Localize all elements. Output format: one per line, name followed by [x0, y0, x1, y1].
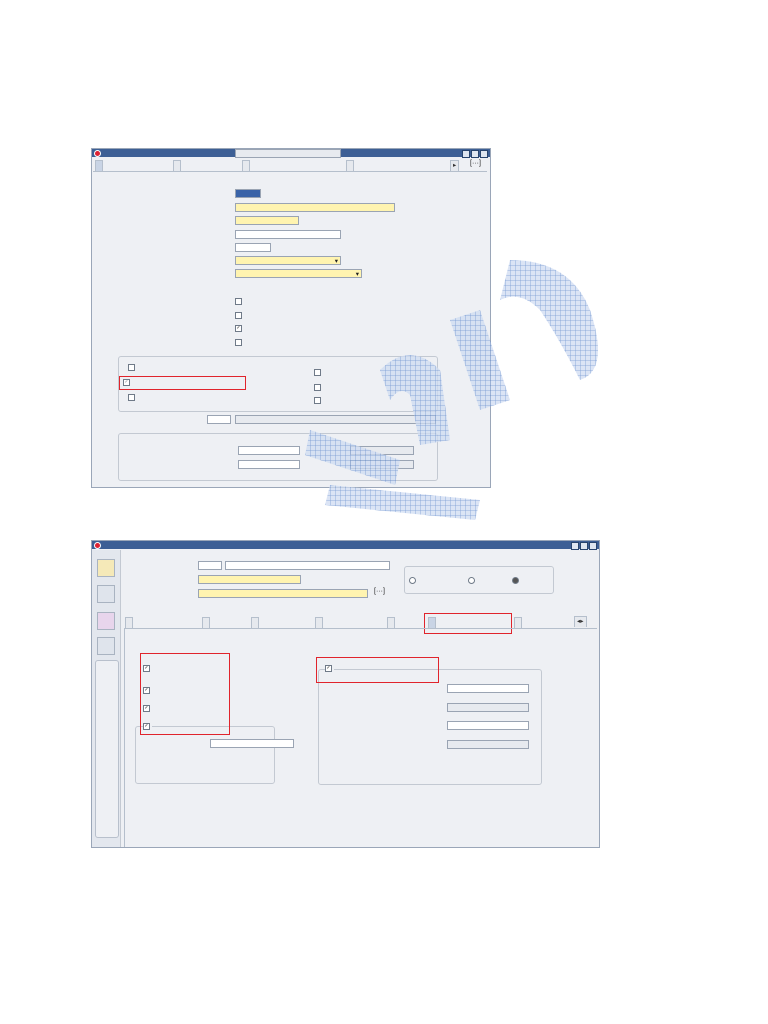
close-icon[interactable]	[480, 150, 488, 158]
auto-delete-allocations-checkbox[interactable]	[235, 339, 244, 346]
tab-invoicing[interactable]	[387, 617, 395, 628]
side-panel	[95, 660, 119, 838]
tab-list-icon[interactable]: [···]	[470, 160, 481, 167]
checkbox-box	[128, 364, 135, 371]
checkbox-box	[235, 339, 242, 346]
load-weight-field[interactable]	[238, 446, 300, 455]
chevron-down-icon[interactable]: ▾	[334, 258, 338, 265]
watermark-stroke	[325, 485, 480, 520]
display-all-radio[interactable]	[512, 577, 521, 584]
timeout-period-field[interactable]	[235, 243, 271, 252]
description-field[interactable]	[198, 589, 368, 598]
radio-icon	[468, 577, 475, 584]
demand-class-field[interactable]	[235, 230, 341, 239]
highlight-box	[140, 653, 230, 735]
timeout-action-select[interactable]	[235, 256, 341, 265]
tab-divider	[93, 171, 487, 172]
eam-org-code-field[interactable]	[207, 415, 231, 424]
manufacturing-partner-checkbox[interactable]	[128, 364, 137, 371]
tab-order-management[interactable]	[315, 617, 323, 628]
tab-content-border	[124, 629, 125, 847]
yield-locator-field[interactable]	[447, 740, 529, 749]
default-onhand-field[interactable]	[235, 149, 341, 158]
org-parameters-window	[91, 148, 491, 488]
master-item-window	[91, 540, 600, 848]
close-icon[interactable]	[589, 542, 597, 550]
check-icon: ✓	[124, 379, 129, 385]
radio-selected-icon	[512, 577, 519, 584]
window-controls	[570, 542, 597, 550]
tab-costing-information[interactable]	[173, 160, 181, 171]
display-master-radio[interactable]	[409, 577, 418, 584]
check-icon: ✓	[144, 705, 149, 711]
capacity-group	[118, 433, 438, 481]
maximize-icon[interactable]	[580, 542, 588, 550]
cas-number-field[interactable]	[210, 739, 294, 748]
master-item-titlebar	[92, 541, 599, 549]
eam-org-name-field[interactable]	[235, 415, 436, 424]
allow-negative-balances-checkbox[interactable]	[235, 325, 244, 332]
description-list-icon[interactable]: [···]	[374, 588, 385, 595]
check-icon: ✓	[144, 723, 149, 729]
check-icon: ✓	[144, 687, 149, 693]
tab-lead-times[interactable]	[202, 617, 210, 628]
checkbox-box	[314, 384, 321, 391]
side-toolbar	[92, 550, 121, 847]
watermark-stroke	[500, 260, 598, 380]
eam-enabled-checkbox[interactable]	[314, 369, 323, 376]
tab-mps-mrp-planning[interactable]	[125, 617, 133, 628]
oracle-icon	[94, 542, 101, 549]
check-icon: ✓	[144, 665, 149, 671]
wcs-enabled-checkbox[interactable]	[128, 394, 137, 401]
calendar-field[interactable]	[235, 216, 299, 225]
checkbox-box	[314, 369, 321, 376]
tree-icon[interactable]	[97, 637, 115, 655]
minimize-icon[interactable]	[571, 542, 579, 550]
tab-revision-lot-serial[interactable]	[242, 160, 250, 171]
volume-uom-field[interactable]	[350, 460, 414, 469]
locator-control-select[interactable]	[235, 269, 362, 278]
supply-locator-field[interactable]	[447, 703, 529, 712]
supply-subinventory-field[interactable]	[447, 684, 529, 693]
highlight-box	[316, 657, 439, 683]
organization-code-field[interactable]	[198, 561, 222, 570]
tab-inventory-parameters[interactable]	[95, 160, 103, 171]
chevron-down-icon[interactable]: ▾	[355, 271, 359, 278]
tab-scroll-icon[interactable]: ◂▸	[574, 616, 587, 627]
tab-scroll-right-icon[interactable]: ▸	[450, 160, 459, 171]
highlight-box	[424, 613, 512, 634]
checkbox-box	[128, 394, 135, 401]
lcm-enabled-checkbox[interactable]	[314, 397, 323, 404]
checkbox-box	[235, 298, 242, 305]
yield-subinventory-field[interactable]	[447, 721, 529, 730]
item-master-field[interactable]	[235, 203, 395, 212]
display-org-radio[interactable]	[468, 577, 477, 584]
attachment-icon[interactable]	[97, 612, 115, 630]
tab-work-in-process[interactable]	[251, 617, 259, 628]
check-icon: ✓	[236, 325, 241, 331]
tab-atp-pick-sourcing[interactable]	[346, 160, 354, 171]
list-icon[interactable]	[97, 585, 115, 603]
organization-name-field[interactable]	[225, 561, 390, 570]
item-field[interactable]	[198, 575, 301, 584]
highlight-box	[119, 376, 246, 390]
display-attributes-group	[404, 566, 554, 594]
folder-icon[interactable]	[97, 559, 115, 577]
minimize-icon[interactable]	[462, 150, 470, 158]
checkbox-box	[235, 312, 242, 319]
radio-icon	[409, 577, 416, 584]
tab-service[interactable]	[514, 617, 522, 628]
wms-enabled-checkbox[interactable]	[314, 384, 323, 391]
tab-divider	[124, 628, 597, 629]
volume-field[interactable]	[238, 460, 300, 469]
check-icon: ✓	[326, 665, 331, 671]
window-controls	[461, 150, 488, 158]
checkbox-box	[314, 397, 321, 404]
load-weight-uom-field[interactable]	[350, 446, 414, 455]
org-code-field[interactable]	[235, 189, 261, 198]
quality-skipping-checkbox[interactable]	[235, 312, 244, 319]
enforce-locator-alias-checkbox[interactable]	[235, 298, 244, 305]
maximize-icon[interactable]	[471, 150, 479, 158]
oracle-icon	[94, 150, 101, 157]
